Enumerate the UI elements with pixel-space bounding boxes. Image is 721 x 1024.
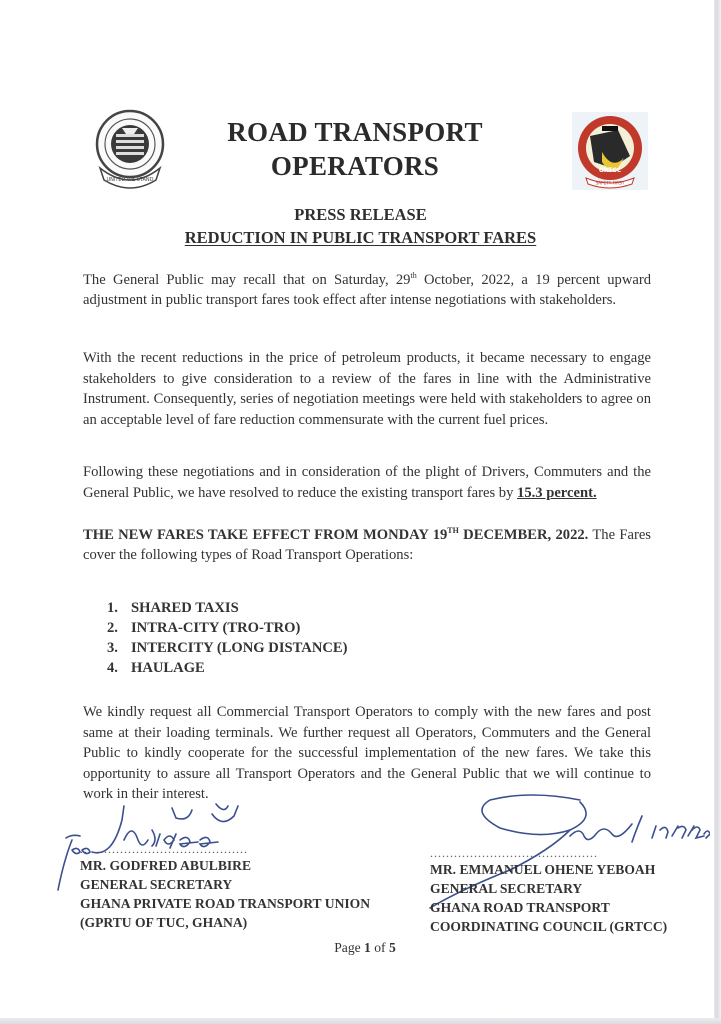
page-number [0, 940, 721, 956]
paragraph-fare-history [83, 266, 651, 311]
list-label: SHARED TAXIS [131, 600, 239, 616]
page-current: 1 [364, 940, 371, 955]
page-total: 5 [388, 940, 396, 955]
effective-date-b: DECEMBER, 2022. [458, 526, 589, 543]
list-number: 3. [107, 640, 118, 656]
list-label: INTERCITY (LONG DISTANCE) [131, 640, 348, 656]
grtcc-logo-motto: SAFETY FIRST [595, 180, 625, 186]
paragraph-request: We kindly request all Commercial Transport Operators to comply with the new fares and post same at their loading terminals. We further request all Operators, Commuters and the General Public to kindly cooperate for the successful implementation of the new fares. We take this opportunity to assure all Transport Operators and the General Public that we will continue to work in their interest. [83, 704, 651, 802]
list-number: 2. [107, 620, 118, 636]
effective-date-sup: TH [447, 526, 459, 535]
signatory-left-org: GHANA PRIVATE ROAD TRANSPORT UNION [80, 896, 371, 911]
signature-line-left: .......................................... [80, 842, 248, 856]
operations-list-item [107, 598, 348, 618]
reduction-percent: 15.3 percent. [517, 484, 597, 501]
list-number: 1. [107, 600, 118, 616]
signatory-left-title: GENERAL SECRETARY [80, 877, 233, 892]
paragraph-effective-date [83, 521, 651, 566]
org-title-line2: OPERATORS [270, 151, 440, 181]
page-sep: of [370, 940, 389, 955]
operations-list [107, 598, 348, 678]
effective-date-a: THE NEW FARES TAKE EFFECT FROM MONDAY 19 [83, 526, 448, 543]
para1-text-a: The General Public may recall that on Saturday, 29 [83, 271, 411, 288]
signatory-left-org-abbr: (GPRTU OF TUC, GHANA) [80, 915, 248, 930]
signatory-left-name: MR. GODFRED ABULBIRE [80, 858, 252, 873]
grtcc-emblem-icon [572, 112, 648, 192]
list-label: INTRA-CITY (TRO-TRO) [131, 620, 301, 636]
operations-list-item [107, 658, 348, 678]
paragraph-negotiations: With the recent reductions in the price of petroleum products, it became necessary to engage stakeholders to give consideration to a review of the fares in line with the Administrative Instrument. Consequently, series of negotiation meetings were held with stakeholders to agree on an acceptable level of fare reduction commensurate with the current fuel prices. [83, 350, 651, 428]
signatory-right-org: GHANA ROAD TRANSPORT [430, 900, 610, 915]
signature-line-right: .......................................... [430, 846, 598, 860]
para1-text-b: October, 2022, a 19 percent upward adjustment in public transport fares took effect after intense negotiations with stakeholders. [83, 271, 651, 309]
list-number: 4. [107, 660, 118, 676]
para1-sup: th [410, 271, 417, 280]
page-edge-bottom [0, 1018, 721, 1024]
grtcc-logo-text: GRTCC [598, 167, 622, 174]
signatory-right [430, 860, 667, 936]
signatory-right-name: MR. EMMANUEL OHENE YEBOAH [430, 862, 656, 877]
svg-text:UNITED WE STAND: UNITED WE STAND [106, 177, 154, 183]
para3-text: Following these negotiations and in consideration of the plight of Drivers, Commuters and the General Public, we have resolved to reduce the existing transport fares by [83, 464, 651, 501]
operations-list-item [107, 618, 348, 638]
paragraph-reduction [83, 462, 651, 503]
press-release-subject: REDUCTION IN PUBLIC TRANSPORT FARES [184, 228, 537, 247]
signatory-right-title: GENERAL SECRETARY [430, 881, 583, 896]
press-release-heading: PRESS RELEASE [294, 205, 427, 224]
effective-date-rest: The Fares cover the following types of Road Transport Operations: [83, 526, 651, 564]
org-title-line1: ROAD TRANSPORT [227, 117, 483, 147]
list-label: HAULAGE [131, 660, 205, 676]
operations-list-item [107, 638, 348, 658]
signatory-right-org-abbr: COORDINATING COUNCIL (GRTCC) [430, 919, 668, 934]
page-edge-right [714, 0, 721, 1024]
page-prefix: Page [334, 940, 365, 955]
signatory-left [80, 856, 370, 932]
gprtu-emblem-icon [92, 108, 168, 190]
